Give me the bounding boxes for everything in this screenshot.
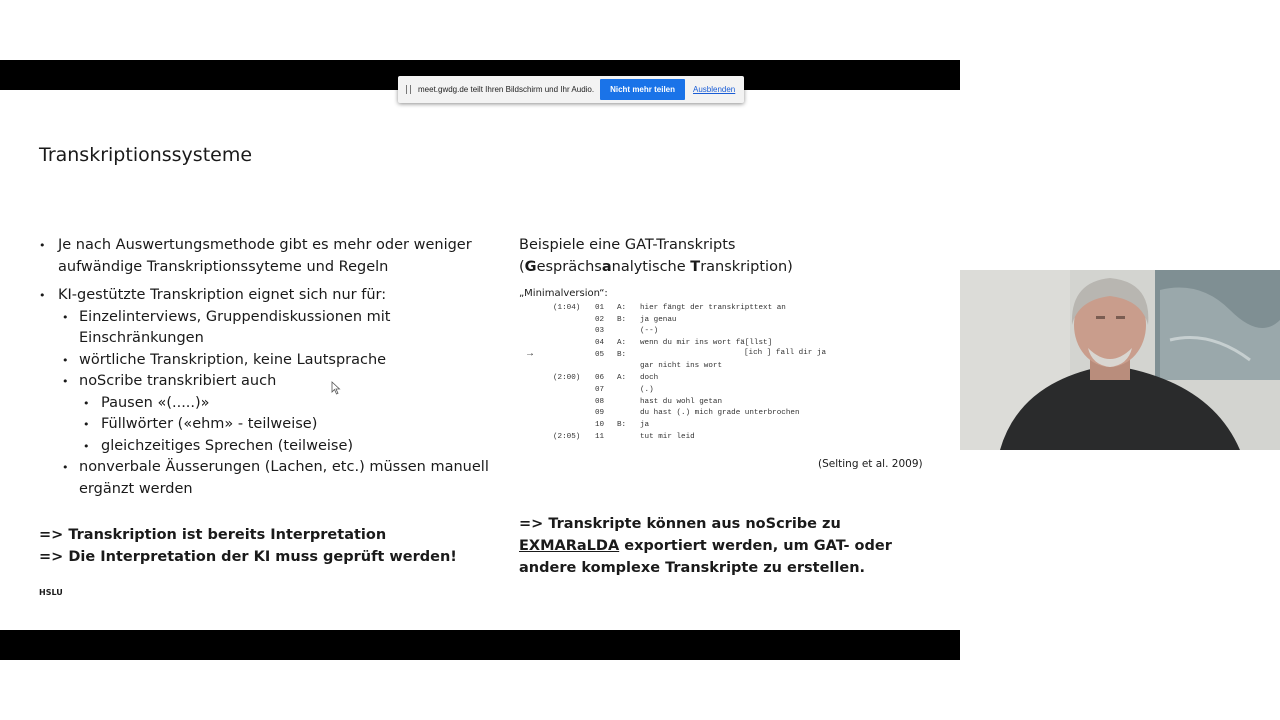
transcript-text: du hast (.) mich grade unterbrochen <box>640 409 800 418</box>
exmaralda-link[interactable]: EXMARaLDA <box>519 538 620 554</box>
transcript-spk: B: <box>617 350 627 359</box>
mouse-cursor-icon <box>331 381 341 395</box>
transcript-text: [ich ] fall dir ja <box>744 348 827 357</box>
sub-bullet-noscribe: • noScribe transkribiert auch • Pausen «(.....)» • Füllwörter («ehm» - teilweise) • gleichzeitiges Sprechen (teilweise) <box>60 371 489 457</box>
transcript-text: hast du wohl getan <box>640 397 723 406</box>
transcript-num: 04 <box>595 339 605 348</box>
gat-heading <box>519 234 793 278</box>
transcript-num: 06 <box>595 374 605 383</box>
transcript-num: 05 <box>595 350 605 359</box>
transcript-time: (2:00) <box>553 374 581 383</box>
transcript-text: doch <box>640 374 659 383</box>
transcript-spk: A: <box>617 304 627 312</box>
sub-bullet-interviews: • Einzelinterviews, Gruppendiskussionen mit Einschränkungen <box>60 307 489 350</box>
left-conclusion <box>39 524 457 568</box>
subsub-bullet-pauses: • Pausen «(.....)» <box>81 393 489 415</box>
transcript-num: 10 <box>595 420 605 429</box>
conclusion-line-2: => Die Interpretation der KI muss geprüft werden! <box>39 549 457 565</box>
transcript-spk: B: <box>617 315 627 324</box>
transcript-text: ja genau <box>640 315 677 324</box>
presentation-slide <box>0 90 960 630</box>
bullet-methods: • Je nach Auswertungsmethode gibt es mehr oder weniger aufwändige Transkriptionssyteme und Regeln <box>39 235 489 278</box>
minimal-version-label: „Minimalversion“: <box>519 288 608 299</box>
bullet-ai-transcription: • KI-gestützte Transkription eignet sich nur für: • Einzelinterviews, Gruppendiskussionen mit Einschränkungen • wörtliche Transkription, keine Lautsprache • noScribe transkribiert auch • Pausen «(.....)» • Füllwörter («ehm» - teilweise) • gleichzeitiges Sprechen (teilweise) • nonverbale Äusserungen (Lachen, etc.) müssen manuell ergänzt werden <box>39 285 489 500</box>
subsub-bullet-fillers: • Füllwörter («ehm» - teilweise) <box>81 414 489 436</box>
transcript-time: (2:05) <box>553 432 581 441</box>
transcript-num: 03 <box>595 327 605 336</box>
slide-title: Transkriptionssysteme <box>39 144 253 166</box>
transcript-text: (.) <box>640 385 654 394</box>
transcript-num: 02 <box>595 315 605 324</box>
transcript-text: gar nicht ins wort <box>640 362 723 371</box>
right-conclusion: => Transkripte können aus noScribe zu EXMARaLDA exportiert werden, um GAT- oder andere komplexe Transkripte zu erstellen. <box>519 516 892 576</box>
sub-bullet-literal: • wörtliche Transkription, keine Lautsprache <box>60 350 489 372</box>
transcript-spk: A: <box>617 339 627 348</box>
screen-share-notification <box>398 76 744 103</box>
transcript-num: 08 <box>595 397 605 406</box>
sub-bullet-nonverbal: • nonverbale Äusserungen (Lachen, etc.) müssen manuell ergänzt werden <box>60 457 489 500</box>
gat-heading-line-2: (Gesprächsanalytische Transkription) <box>519 259 793 275</box>
transcript-text: tut mir leid <box>640 432 695 441</box>
stop-sharing-button[interactable]: Nicht mehr teilen <box>600 79 685 100</box>
share-message: meet.gwdg.de teilt Ihren Bildschirm und Ihr Audio. <box>418 85 595 94</box>
letterbox-bottom <box>0 630 960 660</box>
subsub-bullet-overlap: • gleichzeitiges Sprechen (teilweise) <box>81 436 489 458</box>
drag-handle-icon[interactable] <box>406 85 411 94</box>
webcam-person-image <box>960 270 1280 450</box>
hide-link[interactable]: Ausblenden <box>693 85 736 94</box>
citation: (Selting et al. 2009) <box>818 458 923 470</box>
transcript-spk: A: <box>617 374 627 383</box>
webcam-video <box>960 270 1280 450</box>
transcript-num: 07 <box>595 385 605 394</box>
transcript-num: 09 <box>595 409 605 418</box>
arrow-icon: → <box>527 348 534 360</box>
left-column <box>39 235 489 507</box>
transcript-spk: B: <box>617 420 627 429</box>
transcript-text: ja <box>640 420 650 429</box>
gat-heading-line-1: Beispiele eine GAT-Transkripts <box>519 237 736 253</box>
transcript-text: (--) <box>640 327 659 336</box>
conclusion-line-1: => Transkription ist bereits Interpretation <box>39 527 387 543</box>
hslu-logo: HSLU <box>39 588 63 597</box>
transcript-text: hier fängt der transkripttext an <box>640 304 786 312</box>
transcript-num: 01 <box>595 304 605 312</box>
transcript-time: (1:04) <box>553 304 581 312</box>
transcript-text: wenn du mir ins wort fä[llst] <box>640 339 773 348</box>
transcript-num: 11 <box>595 432 605 441</box>
